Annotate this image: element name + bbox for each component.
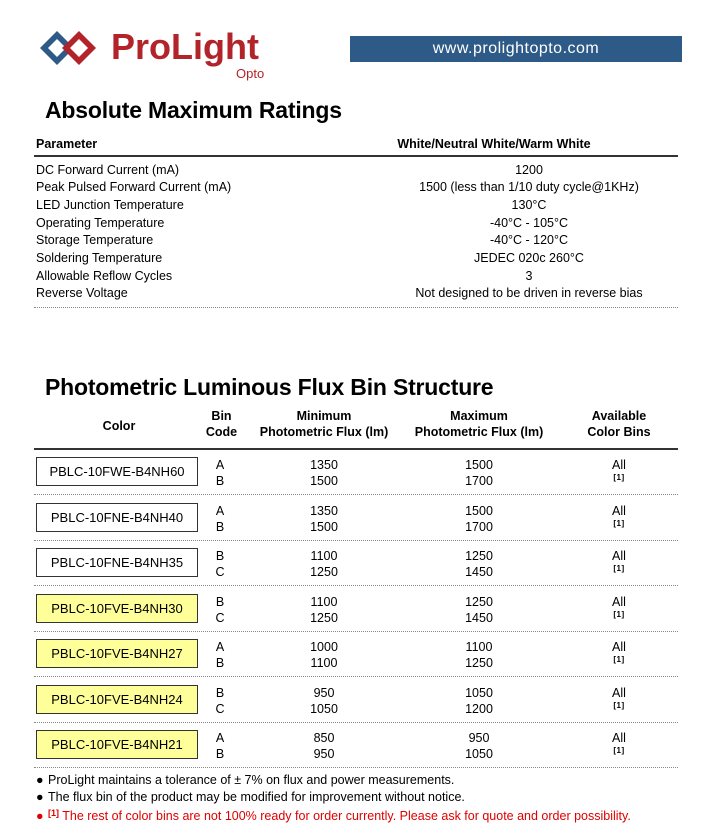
min-flux: 950 1050 <box>310 686 338 716</box>
available-bins: All [1] <box>612 458 626 482</box>
amr-param: Storage Temperature <box>36 233 154 247</box>
amr-param: LED Junction Temperature <box>36 198 184 212</box>
diamond-logo-icon <box>40 31 108 65</box>
prolight-logo <box>40 28 290 84</box>
amr-param: Operating Temperature <box>36 216 165 230</box>
bin-code: B C <box>215 686 225 716</box>
part-number: PBLC-10FVE-B4NH30 <box>36 594 198 623</box>
divider <box>34 494 678 495</box>
amr-value: -40°C - 105°C <box>489 216 569 230</box>
table-row <box>34 232 678 249</box>
amr-value: 1200 <box>515 163 543 177</box>
footnote-color-bins: ● [1] The rest of color bins are not 100% ready for order currently. Please ask for quote and order possibility. <box>36 808 631 823</box>
bin-code: B C <box>215 549 225 579</box>
table-row <box>34 497 678 542</box>
min-flux: 850 950 <box>313 731 335 761</box>
divider <box>34 585 678 586</box>
amr-value: -40°C - 120°C <box>489 233 569 247</box>
part-number: PBLC-10FNE-B4NH35 <box>36 548 198 577</box>
table-row <box>34 197 678 214</box>
available-bins: All [1] <box>612 640 626 664</box>
amr-header-param: Parameter <box>36 137 98 151</box>
min-flux: 1000 1100 <box>310 640 338 670</box>
part-number: PBLC-10FWE-B4NH60 <box>36 457 198 486</box>
amr-param: Soldering Temperature <box>36 251 163 265</box>
amr-value: JEDEC 020c 260°C <box>474 251 584 265</box>
max-flux: 950 1050 <box>465 731 493 761</box>
divider <box>34 631 678 632</box>
pf-header-avail: Available Color Bins <box>587 409 651 439</box>
amr-value: 3 <box>525 269 533 283</box>
table-row <box>34 179 678 196</box>
available-bins: All [1] <box>612 731 626 755</box>
divider <box>34 540 678 541</box>
pf-header-max: Maximum Photometric Flux (lm) <box>414 409 544 439</box>
amr-value: Not designed to be driven in reverse bias <box>415 286 643 300</box>
table-row <box>34 451 678 496</box>
max-flux: 1100 1250 <box>465 640 493 670</box>
table-row <box>34 285 678 302</box>
table-row <box>34 679 678 724</box>
brand-sub: Opto <box>236 66 265 81</box>
amr-title: Absolute Maximum Ratings <box>45 97 342 123</box>
min-flux: 1350 1500 <box>310 458 338 488</box>
amr-value: 130°C <box>511 198 547 212</box>
part-number: PBLC-10FVE-B4NH21 <box>36 730 198 759</box>
table-row <box>34 724 678 769</box>
table-row <box>34 162 678 179</box>
available-bins: All [1] <box>612 504 626 528</box>
table-row <box>34 215 678 232</box>
bin-code: B C <box>215 595 225 625</box>
pf-header-bin: Bin Code <box>205 409 238 439</box>
max-flux: 1250 1450 <box>465 595 493 625</box>
bin-code: A B <box>215 458 225 488</box>
available-bins: All [1] <box>612 595 626 619</box>
amr-param: Peak Pulsed Forward Current (mA) <box>36 180 232 194</box>
min-flux: 1100 1250 <box>310 595 338 625</box>
max-flux: 1250 1450 <box>465 549 493 579</box>
amr-header-value: White/Neutral White/Warm White <box>397 137 591 151</box>
table-row <box>34 268 678 285</box>
pf-header-color: Color <box>102 419 136 433</box>
footnote-modify: ● The flux bin of the product may be modified for improvement without notice. <box>36 790 465 804</box>
amr-param: DC Forward Current (mA) <box>36 163 180 177</box>
min-flux: 1350 1500 <box>310 504 338 534</box>
pf-title: Photometric Luminous Flux Bin Structure <box>45 374 494 400</box>
part-number: PBLC-10FNE-B4NH40 <box>36 503 198 532</box>
available-bins: All [1] <box>612 549 626 573</box>
max-flux: 1500 1700 <box>465 458 493 488</box>
table-row <box>34 250 678 267</box>
table-row <box>34 633 678 678</box>
amr-header <box>34 137 678 157</box>
divider <box>34 676 678 677</box>
amr-param: Allowable Reflow Cycles <box>36 269 173 283</box>
pf-header-min: Minimum Photometric Flux (lm) <box>259 409 389 439</box>
part-number: PBLC-10FVE-B4NH27 <box>36 639 198 668</box>
bin-code: A B <box>215 640 225 670</box>
footnote-tolerance: ● ProLight maintains a tolerance of ± 7% on flux and power measurements. <box>36 773 455 787</box>
divider <box>34 722 678 723</box>
amr-param: Reverse Voltage <box>36 286 128 300</box>
table-row <box>34 588 678 633</box>
part-number: PBLC-10FVE-B4NH24 <box>36 685 198 714</box>
max-flux: 1050 1200 <box>465 686 493 716</box>
website-url: www.prolightopto.com <box>350 36 682 62</box>
amr-value: 1500 (less than 1/10 duty cycle@1KHz) <box>419 180 639 194</box>
divider <box>34 767 678 768</box>
divider <box>34 307 678 308</box>
bin-code: A B <box>215 504 225 534</box>
available-bins: All [1] <box>612 686 626 710</box>
min-flux: 1100 1250 <box>310 549 338 579</box>
max-flux: 1500 1700 <box>465 504 493 534</box>
brand-name: ProLight <box>111 26 259 67</box>
pf-header <box>34 408 678 450</box>
table-row <box>34 542 678 587</box>
bin-code: A B <box>215 731 225 761</box>
